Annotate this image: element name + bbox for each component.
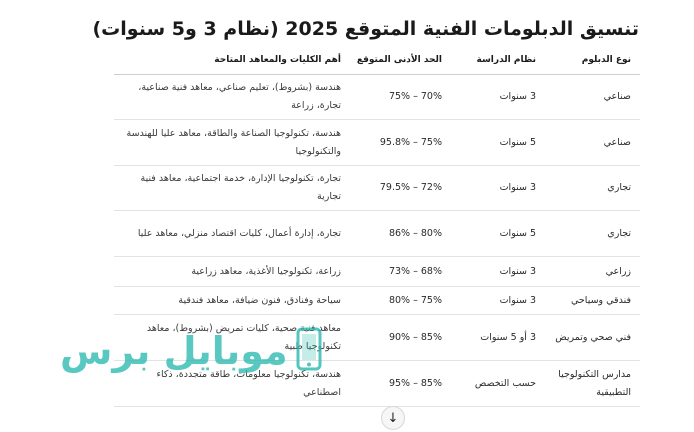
header-minimum-score: الحد الأدنى المتوقع — [350, 46, 451, 75]
cell-notes: معاهد فنية صحية، كليات تمريض (بشروط)، معاهد تكنولوجيا طبية — [114, 315, 350, 361]
cell-notes: هندسة، تكنولوجيا الصناعة والطاقة، معاهد عليا للهندسة والتكنولوجيا — [114, 120, 350, 166]
watermark-text: موبايل برس — [60, 329, 288, 373]
table-row — [114, 75, 640, 120]
cell-range: 85% – 90% — [350, 315, 451, 361]
cell-notes: تجارة، تكنولوجيا الإدارة، خدمة اجتماعية، معاهد فنية تجارية — [114, 166, 350, 211]
cell-range: 70% – 75% — [350, 75, 451, 120]
cell-range: 68% – 73% — [350, 257, 451, 287]
cell-system: 5 سنوات — [451, 211, 545, 257]
table-row — [114, 257, 640, 287]
table-row — [114, 287, 640, 315]
cell-notes: تجارة، إدارة أعمال، كليات اقتصاد منزلي، معاهد عليا — [114, 211, 350, 257]
table-row — [114, 166, 640, 211]
diploma-table — [114, 46, 640, 407]
scroll-down-button[interactable] — [381, 406, 405, 430]
cell-range: 75% – 95.8% — [350, 120, 451, 166]
cell-system: 3 أو 5 سنوات — [451, 315, 545, 361]
cell-type: زراعي — [545, 257, 640, 287]
cell-system: 3 سنوات — [451, 257, 545, 287]
cell-type: فني صحي وتمريض — [545, 315, 640, 361]
cell-notes: زراعة، تكنولوجيا الأغذية، معاهد زراعية — [114, 257, 350, 287]
cell-type: مدارس التكنولوجيا التطبيقية — [545, 361, 640, 407]
cell-system: حسب التخصص — [451, 361, 545, 407]
cell-type: تجاري — [545, 211, 640, 257]
cell-type: تجاري — [545, 166, 640, 211]
table-header-row — [114, 46, 640, 75]
header-diploma-type: نوع الدبلوم — [545, 46, 640, 75]
cell-range: 72% – 79.5% — [350, 166, 451, 211]
cell-type: صناعي — [545, 75, 640, 120]
table-row — [114, 211, 640, 257]
header-study-system: نظام الدراسة — [451, 46, 545, 75]
table-row — [114, 120, 640, 166]
cell-system: 5 سنوات — [451, 120, 545, 166]
table-row — [114, 315, 640, 361]
page-title: تنسيق الدبلومات الفنية المتوقع 2025 (نظام 3 و5 سنوات) — [92, 18, 639, 40]
cell-system: 3 سنوات — [451, 287, 545, 315]
cell-range: 85% – 95% — [350, 361, 451, 407]
arrow-down-icon: ↓ — [387, 410, 399, 426]
cell-notes: سياحة وفنادق، فنون ضيافة، معاهد فندقية — [114, 287, 350, 315]
cell-range: 80% – 86% — [350, 211, 451, 257]
cell-system: 3 سنوات — [451, 75, 545, 120]
table-row — [114, 361, 640, 407]
cell-type: صناعي — [545, 120, 640, 166]
cell-notes: هندسة، تكنولوجيا معلومات، طاقة متجددة، ذكاء اصطناعي — [114, 361, 350, 407]
header-colleges: أهم الكليات والمعاهد المتاحة — [114, 46, 350, 75]
cell-system: 3 سنوات — [451, 166, 545, 211]
cell-notes: هندسة (بشروط)، تعليم صناعي، معاهد فنية صناعية، تجارة، زراعة — [114, 75, 350, 120]
cell-range: 75% – 80% — [350, 287, 451, 315]
cell-type: فندقي وسياحي — [545, 287, 640, 315]
